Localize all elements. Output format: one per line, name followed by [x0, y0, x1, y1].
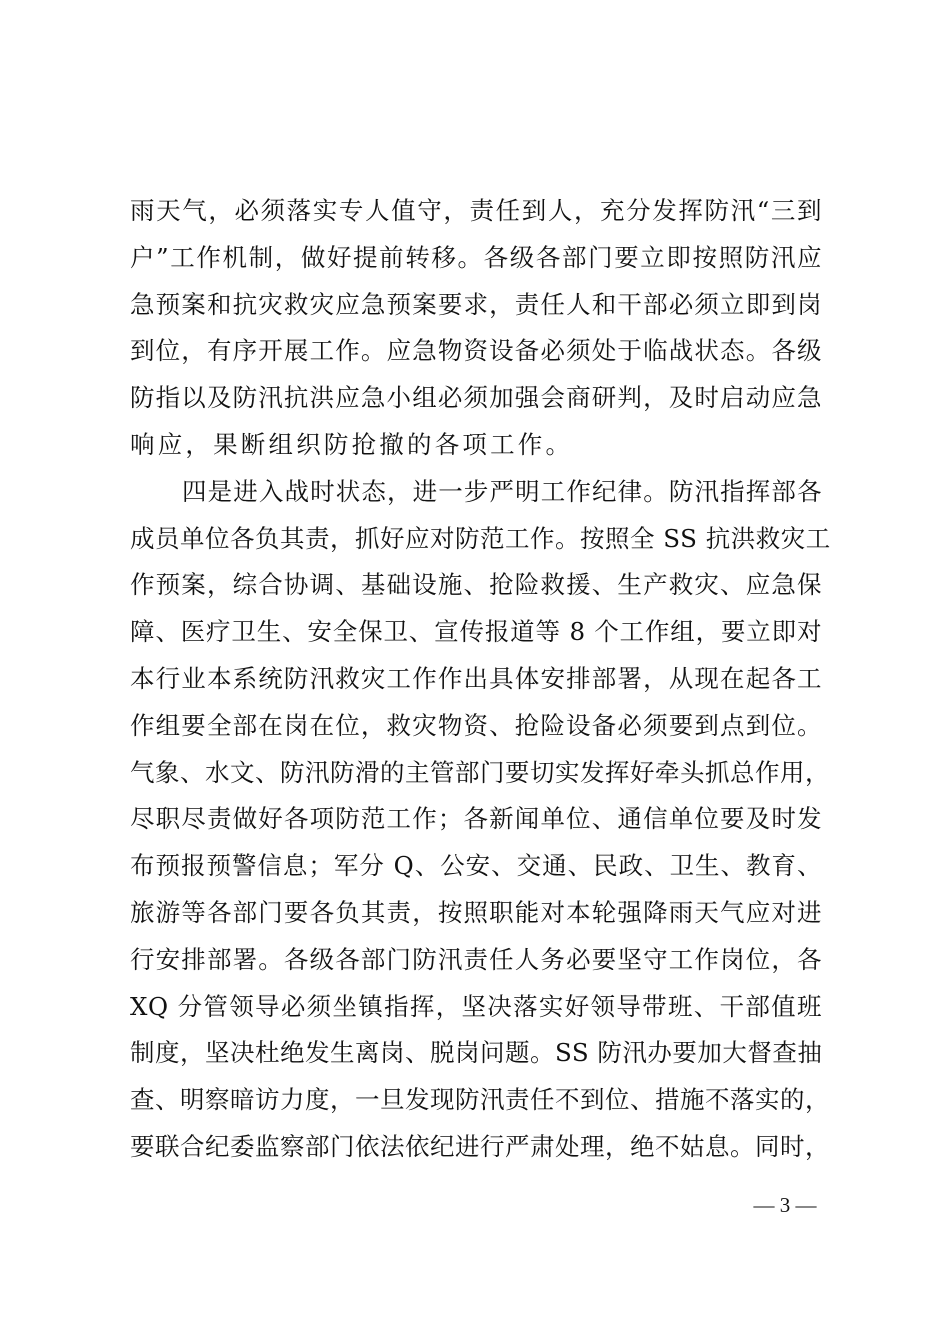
- text-line: XQ 分管领导必须坐镇指挥，坚决落实好领导带班、干部值班: [130, 991, 822, 1021]
- text-line: 作组要全部在岗在位，救灾物资、抢险设备必须要到点到位。: [130, 710, 822, 740]
- text-line: 到位，有序开展工作。应急物资设备必须处于临战状态。各级: [130, 336, 822, 366]
- page-number: — 3 —: [753, 1193, 817, 1217]
- body-text: [130, 188, 831, 1171]
- text-line: 要联合纪委监察部门依法依纪进行严肃处理，绝不姑息。同时，: [130, 1131, 830, 1161]
- paragraph-start-line: 四是进入战时状态，进一步严明工作纪律。防汛指挥部各: [182, 476, 822, 506]
- text-line: 布预报预警信息；军分 Q、公安、交通、民政、卫生、教育、: [130, 851, 822, 881]
- text-line: 急预案和抗灾救灾应急预案要求，责任人和干部必须立即到岗: [130, 289, 822, 319]
- text-line: 本行业本系统防汛救灾工作作出具体安排部署，从现在起各工: [130, 663, 822, 693]
- text-line: 雨天气，必须落实专人值守，责任到人，充分发挥防汛“三到: [130, 196, 822, 225]
- text-line: 行安排部署。各级各部门防汛责任人务必要坚守工作岗位，各: [130, 944, 822, 974]
- text-line: 防指以及防汛抗洪应急小组必须加强会商研判，及时启动应急: [130, 383, 822, 413]
- text-line: 作预案，综合协调、基础设施、抢险救援、生产救灾、应急保: [130, 570, 822, 600]
- text-line: 查、明察暗访力度，一旦发现防汛责任不到位、措施不落实的，: [130, 1085, 830, 1115]
- text-line: 制度，坚决杜绝发生离岗、脱岗问题。SS 防汛办要加大督查抽: [130, 1038, 823, 1068]
- text-line: 户”工作机制，做好提前转移。各级各部门要立即按照防汛应: [130, 242, 822, 272]
- text-line: 成员单位各负其责，抓好应对防范工作。按照全 SS 抗洪救灾工: [130, 523, 831, 553]
- text-line: 响应，果断组织防抢撤的各项工作。: [130, 429, 574, 459]
- text-line: 旅游等各部门要各负其责，按照职能对本轮强降雨天气应对进: [130, 897, 822, 927]
- text-line: 气象、水文、防汛防滑的主管部门要切实发挥好牵头抓总作用，: [130, 757, 830, 787]
- text-line: 尽职尽责做好各项防范工作；各新闻单位、通信单位要及时发: [130, 804, 822, 834]
- text-line: 障、医疗卫生、安全保卫、宣传报道等 8 个工作组，要立即对: [130, 617, 822, 647]
